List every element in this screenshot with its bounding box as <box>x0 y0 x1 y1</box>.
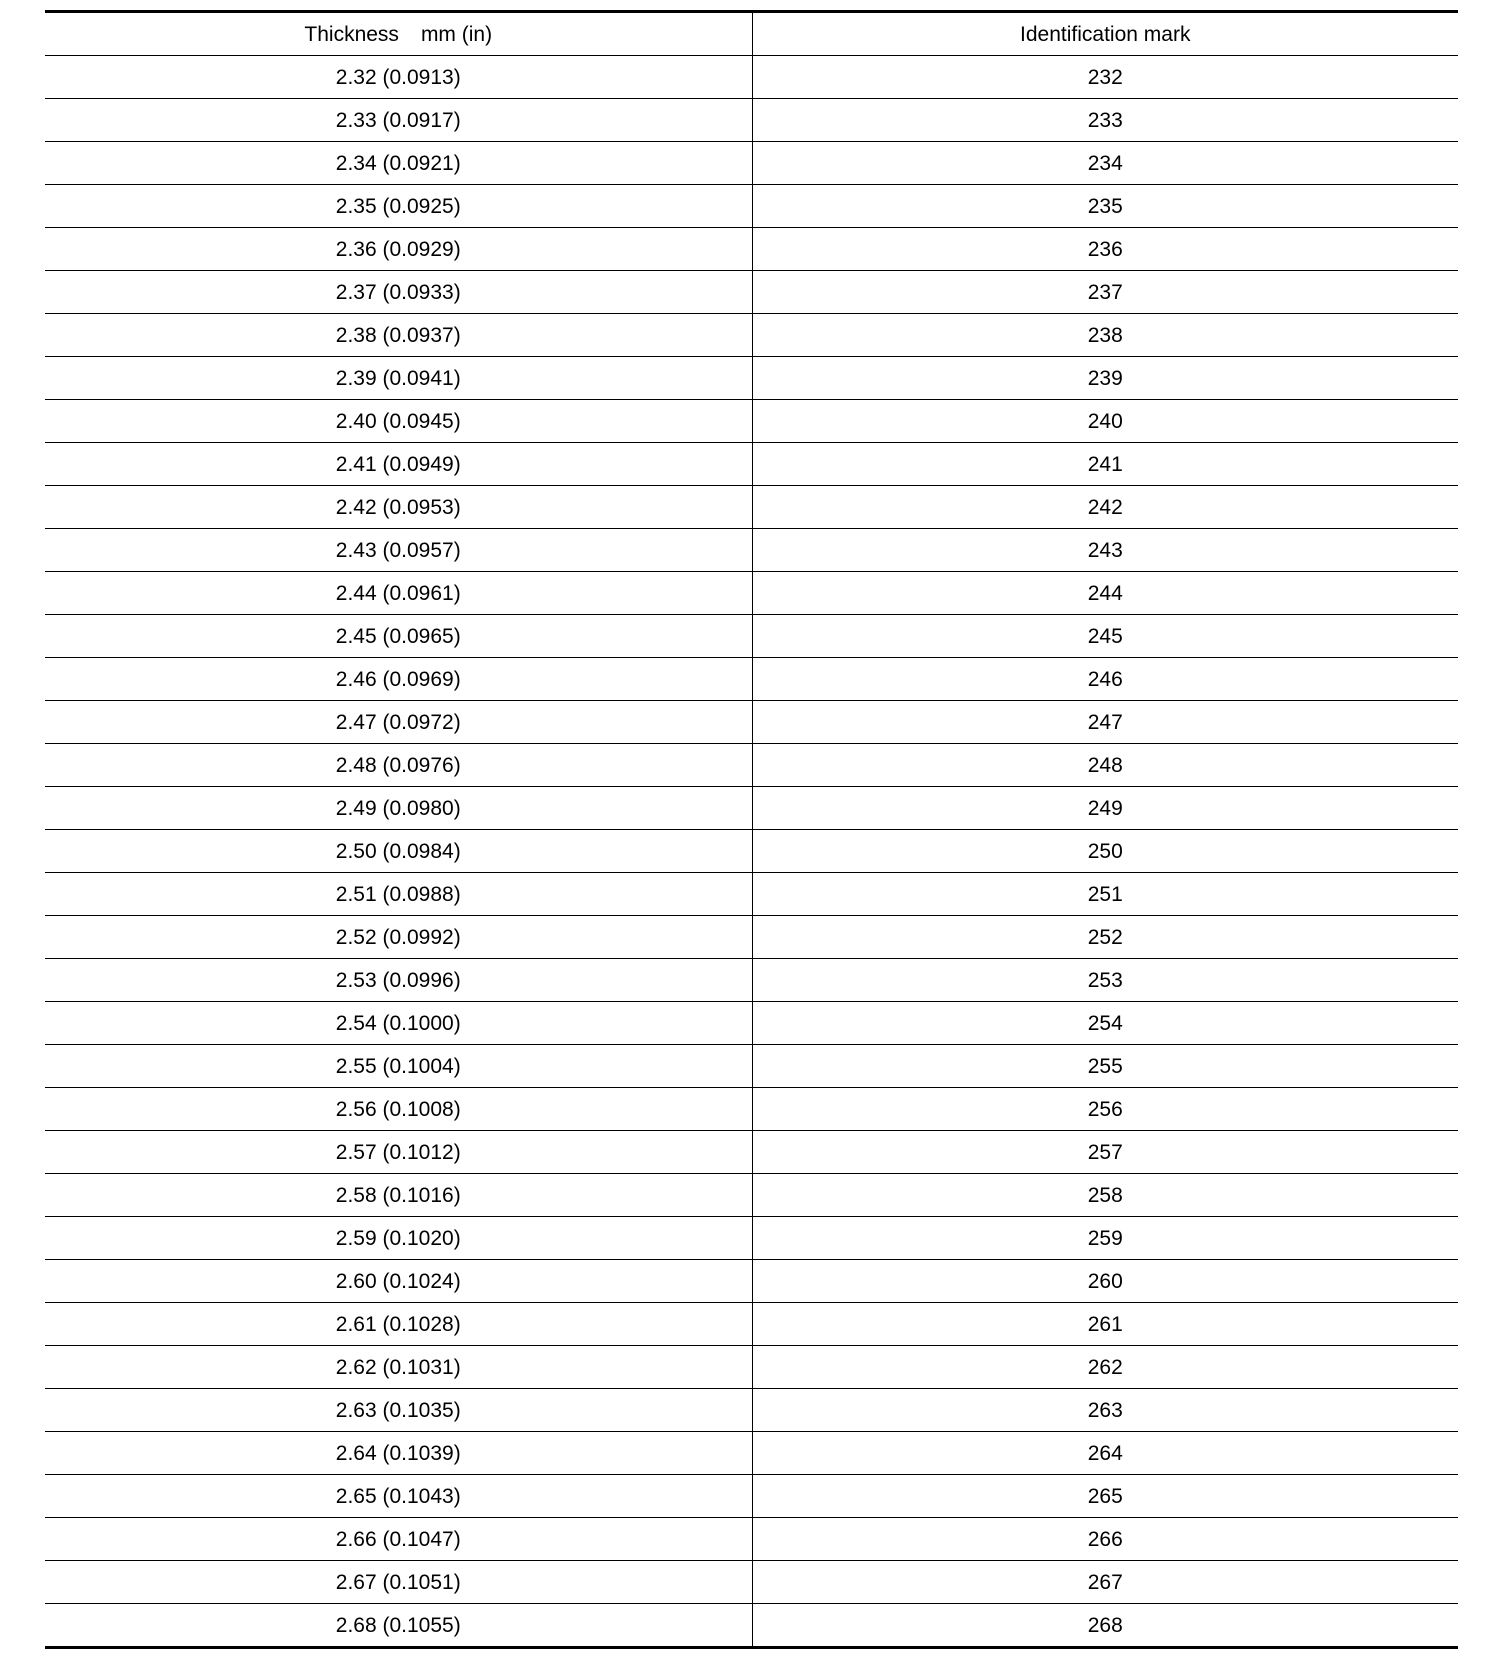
identification-mark-cell: 258 <box>752 1174 1458 1217</box>
thickness-cell: 2.61 (0.1028) <box>45 1303 752 1346</box>
table-row <box>45 1045 1458 1088</box>
identification-mark-cell: 253 <box>752 959 1458 1002</box>
thickness-cell: 2.51 (0.0988) <box>45 873 752 916</box>
table-row <box>45 572 1458 615</box>
identification-mark-cell: 245 <box>752 615 1458 658</box>
thickness-cell: 2.35 (0.0925) <box>45 185 752 228</box>
thickness-cell: 2.53 (0.0996) <box>45 959 752 1002</box>
table-row <box>45 1002 1458 1045</box>
identification-mark-cell: 260 <box>752 1260 1458 1303</box>
thickness-cell: 2.39 (0.0941) <box>45 357 752 400</box>
identification-mark-cell: 232 <box>752 56 1458 99</box>
table-row <box>45 830 1458 873</box>
identification-mark-cell: 248 <box>752 744 1458 787</box>
identification-mark-cell: 265 <box>752 1475 1458 1518</box>
table-row <box>45 271 1458 314</box>
identification-mark-cell: 243 <box>752 529 1458 572</box>
header-thickness-unit: mm (in) <box>420 22 493 46</box>
thickness-cell: 2.40 (0.0945) <box>45 400 752 443</box>
identification-mark-cell: 246 <box>752 658 1458 701</box>
table-row <box>45 873 1458 916</box>
identification-mark-cell: 257 <box>752 1131 1458 1174</box>
thickness-cell: 2.63 (0.1035) <box>45 1389 752 1432</box>
header-thickness <box>45 12 752 56</box>
header-thickness-label: Thickness <box>304 22 399 46</box>
table-row <box>45 228 1458 271</box>
table-row <box>45 615 1458 658</box>
identification-mark-cell: 252 <box>752 916 1458 959</box>
thickness-cell: 2.55 (0.1004) <box>45 1045 752 1088</box>
identification-mark-cell: 241 <box>752 443 1458 486</box>
identification-mark-cell: 237 <box>752 271 1458 314</box>
thickness-cell: 2.42 (0.0953) <box>45 486 752 529</box>
table-row <box>45 1604 1458 1648</box>
table-row <box>45 1088 1458 1131</box>
table-row <box>45 658 1458 701</box>
table-row <box>45 1561 1458 1604</box>
identification-mark-cell: 261 <box>752 1303 1458 1346</box>
thickness-cell: 2.68 (0.1055) <box>45 1604 752 1648</box>
table-row <box>45 1346 1458 1389</box>
table-row <box>45 916 1458 959</box>
identification-mark-cell: 266 <box>752 1518 1458 1561</box>
identification-mark-cell: 242 <box>752 486 1458 529</box>
table-row <box>45 529 1458 572</box>
thickness-cell: 2.67 (0.1051) <box>45 1561 752 1604</box>
thickness-cell: 2.58 (0.1016) <box>45 1174 752 1217</box>
header-identification-mark: Identification mark <box>752 12 1458 56</box>
identification-mark-cell: 240 <box>752 400 1458 443</box>
table-row <box>45 1475 1458 1518</box>
table-row <box>45 486 1458 529</box>
thickness-cell: 2.36 (0.0929) <box>45 228 752 271</box>
table-row <box>45 959 1458 1002</box>
identification-mark-cell: 249 <box>752 787 1458 830</box>
identification-mark-cell: 254 <box>752 1002 1458 1045</box>
identification-mark-cell: 267 <box>752 1561 1458 1604</box>
identification-mark-cell: 268 <box>1087 1613 1123 1637</box>
table-row <box>45 1303 1458 1346</box>
thickness-cell: 2.45 (0.0965) <box>45 615 752 658</box>
thickness-cell: 2.32 (0.0913) <box>45 56 752 99</box>
identification-mark-cell: 264 <box>752 1432 1458 1475</box>
thickness-cell: 2.49 (0.0980) <box>45 787 752 830</box>
thickness-cell: 2.37 (0.0933) <box>45 271 752 314</box>
table-row <box>45 357 1458 400</box>
identification-mark-cell: 244 <box>752 572 1458 615</box>
table-row <box>45 1260 1458 1303</box>
table-row <box>45 1389 1458 1432</box>
table-row <box>45 787 1458 830</box>
table-row <box>45 744 1458 787</box>
identification-mark-cell: 255 <box>752 1045 1458 1088</box>
table-header <box>45 12 1458 56</box>
identification-mark-cell: 250 <box>752 830 1458 873</box>
table-row <box>45 1432 1458 1475</box>
thickness-cell: 2.65 (0.1043) <box>45 1475 752 1518</box>
thickness-cell: 2.52 (0.0992) <box>45 916 752 959</box>
identification-mark-cell: 259 <box>752 1217 1458 1260</box>
thickness-cell: 2.33 (0.0917) <box>45 99 752 142</box>
table-row <box>45 701 1458 744</box>
identification-mark-cell: 233 <box>752 99 1458 142</box>
identification-mark-cell: 262 <box>752 1346 1458 1389</box>
thickness-cell: 2.43 (0.0957) <box>45 529 752 572</box>
header-row <box>45 12 1458 56</box>
identification-mark-cell: 247 <box>752 701 1458 744</box>
identification-mark-cell: 251 <box>752 873 1458 916</box>
thickness-cell: 2.34 (0.0921) <box>45 142 752 185</box>
table-row <box>45 99 1458 142</box>
identification-mark-cell: 236 <box>752 228 1458 271</box>
thickness-cell: 2.48 (0.0976) <box>45 744 752 787</box>
table-row <box>45 185 1458 228</box>
table-row <box>45 400 1458 443</box>
table-row <box>45 1217 1458 1260</box>
thickness-cell: 2.59 (0.1020) <box>45 1217 752 1260</box>
thickness-cell: 2.41 (0.0949) <box>45 443 752 486</box>
thickness-cell: 2.64 (0.1039) <box>45 1432 752 1475</box>
table-row <box>45 1518 1458 1561</box>
shim-thickness-table <box>45 10 1458 1649</box>
thickness-cell: 2.57 (0.1012) <box>45 1131 752 1174</box>
identification-mark-cell: 263 <box>752 1389 1458 1432</box>
thickness-cell: 2.56 (0.1008) <box>45 1088 752 1131</box>
identification-mark-cell: 239 <box>752 357 1458 400</box>
thickness-cell: 2.60 (0.1024) <box>45 1260 752 1303</box>
thickness-cell: 2.47 (0.0972) <box>45 701 752 744</box>
thickness-cell: 2.62 (0.1031) <box>45 1346 752 1389</box>
thickness-cell: 2.50 (0.0984) <box>45 830 752 873</box>
thickness-cell: 2.46 (0.0969) <box>45 658 752 701</box>
thickness-cell: 2.54 (0.1000) <box>45 1002 752 1045</box>
identification-mark-cell: 234 <box>752 142 1458 185</box>
table-row <box>45 56 1458 99</box>
thickness-cell: 2.44 (0.0961) <box>45 572 752 615</box>
table-row <box>45 314 1458 357</box>
table-row <box>45 443 1458 486</box>
table-row <box>45 1131 1458 1174</box>
identification-mark-cell: 235 <box>752 185 1458 228</box>
thickness-cell: 2.66 (0.1047) <box>45 1518 752 1561</box>
thickness-cell: 2.38 (0.0937) <box>45 314 752 357</box>
table-body <box>45 56 1458 1648</box>
identification-mark-cell: 256 <box>752 1088 1458 1131</box>
identification-mark-cell: 238 <box>752 314 1458 357</box>
table-row <box>45 1174 1458 1217</box>
table-row <box>45 142 1458 185</box>
